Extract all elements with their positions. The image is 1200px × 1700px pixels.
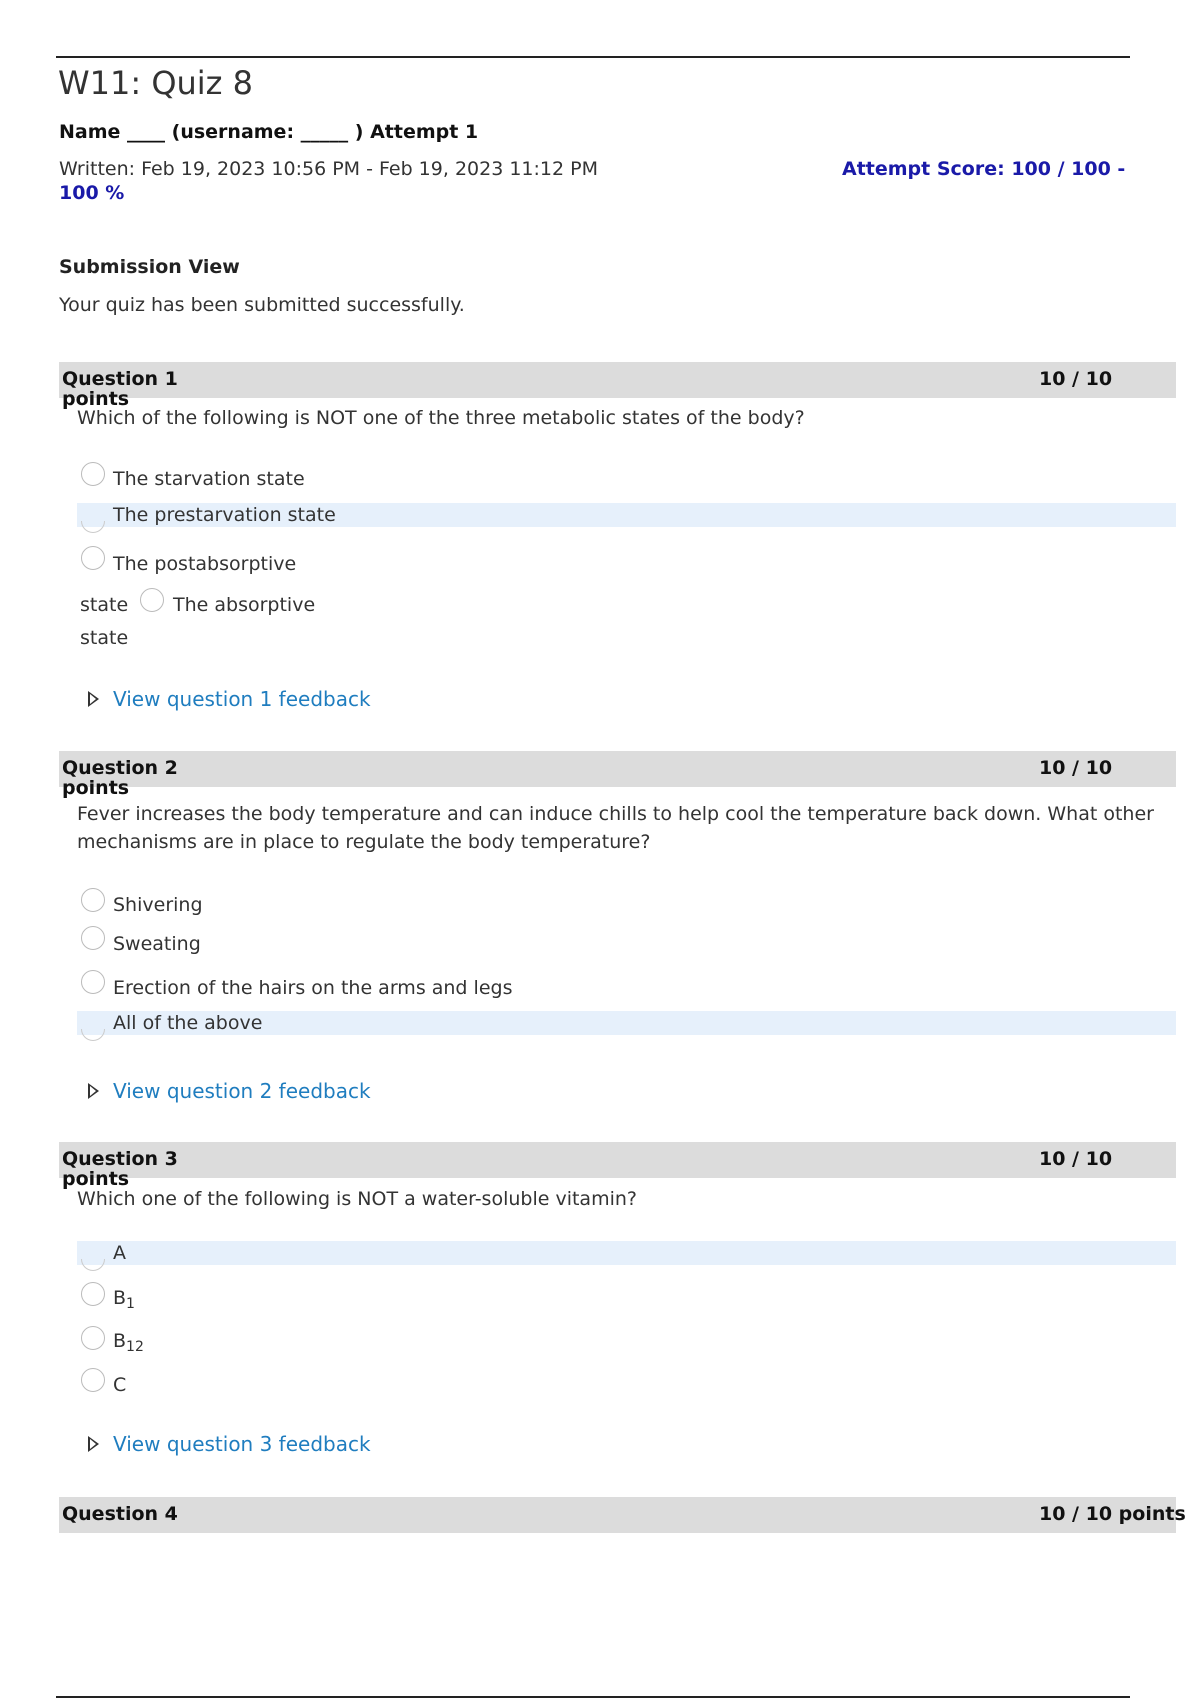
view-feedback-link[interactable] (88, 687, 371, 711)
question-header (59, 1142, 1176, 1190)
question-header (59, 751, 1176, 799)
answer-radio[interactable] (81, 1368, 105, 1392)
question-header (59, 362, 1176, 410)
answer-option[interactable]: The starvation state (113, 468, 305, 490)
attempt-score: Attempt Score: 100 / 100 - (842, 158, 1126, 180)
answer-option[interactable]: $B_1$ (113, 1287, 135, 1312)
question-title: Question 2 (62, 757, 178, 779)
answer-option[interactable]: The prestarvation state (113, 504, 336, 526)
question-title: Question 3 (62, 1148, 178, 1170)
triangle-right-icon (88, 691, 99, 707)
attempt-line: Name ____ (username: _____ ) Attempt 1 (59, 121, 479, 143)
answer-option[interactable]: A (113, 1242, 126, 1264)
question-score: 10 / 10 points (1039, 1503, 1186, 1525)
feedback-link-label[interactable]: View question 1 feedback (113, 687, 371, 711)
top-rule (56, 56, 1130, 58)
question-points-unit: points (62, 388, 130, 410)
written-timestamp: Written: Feb 19, 2023 10:56 PM - Feb 19, 2023 11:12 PM (59, 158, 598, 180)
answer-option-wrap: state (80, 627, 129, 649)
answer-option[interactable]: The postabsorptive (113, 553, 297, 575)
answer-radio[interactable] (81, 1326, 105, 1350)
question-points-unit: points (62, 1168, 130, 1190)
question-title: Question 1 (62, 368, 178, 390)
feedback-link-label[interactable]: View question 2 feedback (113, 1079, 371, 1103)
answer-radio[interactable] (81, 462, 105, 486)
triangle-right-icon (88, 1436, 99, 1452)
submission-view-title: Submission View (59, 256, 240, 278)
submission-message: Your quiz has been submitted successfully. (59, 294, 465, 316)
question-score: 10 / 10 (1039, 1148, 1113, 1170)
answer-option[interactable]: Sweating (113, 933, 201, 955)
page-title: W11: Quiz 8 (58, 64, 253, 102)
question-points-unit: points (62, 777, 130, 799)
answer-radio[interactable] (140, 588, 164, 612)
bottom-rule (56, 1696, 1130, 1698)
answer-option[interactable]: The absorptive (173, 594, 316, 616)
question-text: Fever increases the body temperature and can induce chills to help cool the temperature back down. What other mechanisms are in place to regulate the body temperature? (77, 803, 1154, 853)
answer-radio[interactable] (81, 926, 105, 950)
answer-radio[interactable] (81, 546, 105, 570)
question-text: Which one of the following is NOT a water-soluble vitamin? (77, 1188, 637, 1210)
attempt-score-percent: 100 % (59, 182, 125, 204)
answer-option[interactable]: Shivering (113, 894, 203, 916)
question-score: 10 / 10 (1039, 368, 1113, 390)
answer-option[interactable]: $B_{12}$ (113, 1330, 144, 1355)
question-header (59, 1497, 1186, 1533)
answer-radio[interactable] (81, 970, 105, 994)
answer-radio[interactable] (81, 1282, 105, 1306)
triangle-right-icon (88, 1083, 99, 1099)
question-title: Question 4 (62, 1503, 178, 1525)
answer-radio[interactable] (81, 888, 105, 912)
answer-option-wrap: state (80, 594, 129, 616)
answer-option[interactable]: Erection of the hairs on the arms and legs (113, 977, 513, 999)
view-feedback-link[interactable] (88, 1432, 371, 1456)
question-text: Which of the following is NOT one of the three metabolic states of the body? (77, 407, 805, 429)
answer-option[interactable]: C (113, 1374, 127, 1396)
question-score: 10 / 10 (1039, 757, 1113, 779)
selected-answer-highlight (77, 1241, 1176, 1265)
answer-option[interactable]: All of the above (113, 1012, 263, 1034)
feedback-link-label[interactable]: View question 3 feedback (113, 1432, 371, 1456)
view-feedback-link[interactable] (88, 1079, 371, 1103)
